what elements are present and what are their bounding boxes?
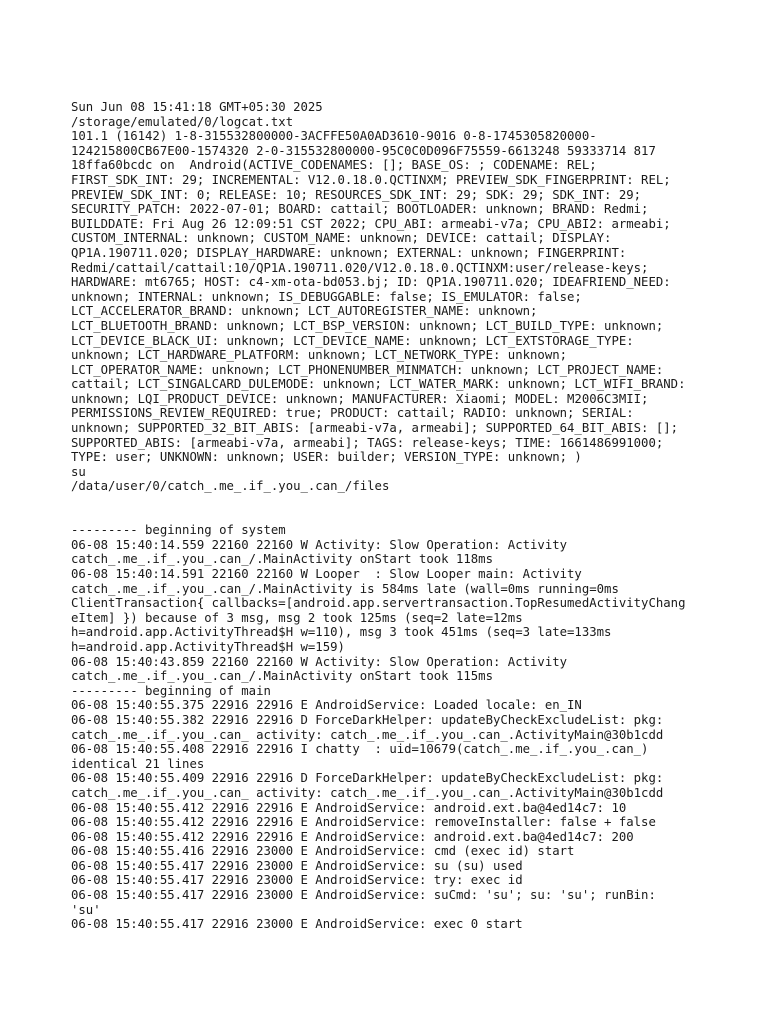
- log-line: /storage/emulated/0/logcat.txt: [71, 114, 294, 129]
- log-line: Redmi/cattail/cattail:10/QP1A.190711.020/V12.0.18.0.QCTINXM:user/release-keys;: [71, 260, 649, 275]
- log-line: 06-08 15:40:55.417 22916 23000 E AndroidService: suCmd: 'su'; su: 'su'; runBin:: [71, 888, 656, 903]
- log-line: catch_.me_.if_.you_.can_/.MainActivity is 584ms late (wall=0ms running=0ms: [71, 581, 619, 596]
- log-line: 18ffa60bcdc on Android(ACTIVE_CODENAMES: []; BASE_OS: ; CODENAME: REL;: [71, 158, 597, 173]
- log-line: 06-08 15:40:55.417 22916 23000 E AndroidService: exec 0 start: [71, 917, 523, 932]
- log-line: PREVIEW_SDK_INT: 0; RELEASE: 10; RESOURCES_SDK_INT: 29; SDK: 29; SDK_INT: 29;: [71, 187, 642, 202]
- log-line: catch_.me_.if_.you_.can_ activity: catch_.me_.if_.you_.can_.ActivityMain@30b1cdd: [71, 727, 664, 742]
- log-line: SECURITY_PATCH: 2022-07-01; BOARD: cattail; BOOTLOADER: unknown; BRAND: Redmi;: [71, 202, 649, 217]
- log-line: 06-08 15:40:55.375 22916 22916 E AndroidService: Loaded locale: en_IN: [71, 698, 582, 713]
- log-line: h=android.app.ActivityThread$H w=159): [71, 639, 345, 654]
- log-line: LCT_BLUETOOTH_BRAND: unknown; LCT_BSP_VERSION: unknown; LCT_BUILD_TYPE: unknown;: [71, 318, 664, 333]
- log-line: 06-08 15:40:14.559 22160 22160 W Activity: Slow Operation: Activity: [71, 537, 568, 552]
- log-line: SUPPORTED_ABIS: [armeabi-v7a, armeabi]; TAGS: release-keys; TIME: 1661486991000;: [71, 435, 664, 450]
- log-line: 06-08 15:40:14.591 22160 22160 W Looper : Slow Looper main: Activity: [71, 567, 582, 581]
- log-line: ClientTransaction{ callbacks=[android.app.servertransaction.TopResumedActivityChang: [71, 596, 686, 611]
- log-line: 06-08 15:40:55.412 22916 22916 E AndroidService: android.ext.ba@4ed14c7: 10: [71, 800, 627, 815]
- log-line: 06-08 15:40:43.859 22160 22160 W Activity: Slow Operation: Activity: [71, 654, 568, 669]
- log-line: unknown; LQI_PRODUCT_DEVICE: unknown; MANUFACTURER: Xiaomi; MODEL: M2006C3MII;: [71, 391, 649, 406]
- log-line: 06-08 15:40:55.417 22916 23000 E AndroidService: su (su) used: [71, 858, 523, 873]
- log-line: catch_.me_.if_.you_.can_/.MainActivity onStart took 115ms: [71, 669, 493, 684]
- log-line: identical 21 lines: [71, 756, 205, 771]
- log-line: LCT_ACCELERATOR_BRAND: unknown; LCT_AUTOREGISTER_NAME: unknown;: [71, 304, 538, 319]
- log-line: PERMISSIONS_REVIEW_REQUIRED: true; PRODUCT: cattail; RADIO: unknown; SERIAL:: [71, 406, 634, 421]
- log-line: --------- beginning of main: [71, 683, 271, 698]
- log-line: 06-08 15:40:55.408 22916 22916 I chatty : uid=10679(catch_.me_.if_.you_.can_): [71, 742, 649, 757]
- log-line: su: [71, 464, 86, 479]
- log-line: /data/user/0/catch_.me_.if_.you_.can_/files: [71, 479, 390, 494]
- log-line: 06-08 15:40:55.409 22916 22916 D ForceDarkHelper: updateByCheckExcludeList: pkg:: [71, 771, 664, 786]
- log-line: HARDWARE: mt6765; HOST: c4-xm-ota-bd053.bj; ID: QP1A.190711.020; IDEAFRIEND_NEED:: [71, 275, 671, 290]
- log-line: 06-08 15:40:55.412 22916 22916 E AndroidService: removeInstaller: false + false: [71, 815, 656, 830]
- log-line: 124215800CB67E00-1574320 2-0-315532800000-95C0C0D096F75559-6613248 59333714 817: [71, 143, 656, 158]
- log-line: 'su': [71, 902, 101, 917]
- log-line: CUSTOM_INTERNAL: unknown; CUSTOM_NAME: unknown; DEVICE: cattail; DISPLAY:: [71, 231, 612, 246]
- log-line: [71, 509, 731, 524]
- log-line: 06-08 15:40:55.412 22916 22916 E AndroidService: android.ext.ba@4ed14c7: 200: [71, 829, 634, 844]
- log-line: unknown; INTERNAL: unknown; IS_DEBUGGABLE: false; IS_EMULATOR: false;: [71, 289, 582, 304]
- log-line: 101.1 (16142) 1-8-315532800000-3ACFFE50A0AD3610-9016 0-8-1745305820000-: [71, 129, 597, 144]
- log-line: TYPE: user; UNKNOWN: unknown; USER: builder; VERSION_TYPE: unknown; ): [71, 450, 582, 465]
- log-line: 06-08 15:40:55.416 22916 23000 E AndroidService: cmd (exec id) start: [71, 844, 575, 859]
- log-line: Sun Jun 08 15:41:18 GMT+05:30 2025: [71, 100, 323, 114]
- log-line: LCT_OPERATOR_NAME: unknown; LCT_PHONENUMBER_MINMATCH: unknown; LCT_PROJECT_NAME:: [71, 362, 664, 377]
- log-line: FIRST_SDK_INT: 29; INCREMENTAL: V12.0.18.0.QCTINXM; PREVIEW_SDK_FINGERPRINT: REL;: [71, 172, 671, 187]
- log-line: BUILDDATE: Fri Aug 26 12:09:51 CST 2022; CPU_ABI: armeabi-v7a; CPU_ABI2: armeabi;: [71, 216, 671, 231]
- log-line: [71, 494, 731, 509]
- log-line: unknown; LCT_HARDWARE_PLATFORM: unknown; LCT_NETWORK_TYPE: unknown;: [71, 348, 568, 363]
- log-line: 06-08 15:40:55.382 22916 22916 D ForceDarkHelper: updateByCheckExcludeList: pkg:: [71, 712, 664, 727]
- logcat-text: [71, 100, 731, 932]
- log-line: QP1A.190711.020; DISPLAY_HARDWARE: unknown; EXTERNAL: unknown; FINGERPRINT:: [71, 245, 627, 260]
- log-line: unknown; SUPPORTED_32_BIT_ABIS: [armeabi-v7a, armeabi]; SUPPORTED_64_BIT_ABIS: [];: [71, 421, 679, 436]
- log-line: catch_.me_.if_.you_.can_/.MainActivity onStart took 118ms: [71, 552, 493, 567]
- log-line: 06-08 15:40:55.417 22916 23000 E AndroidService: try: exec id: [71, 873, 523, 888]
- log-line: eItem] }) because of 3 msg, msg 2 took 125ms (seq=2 late=12ms: [71, 610, 523, 625]
- log-line: catch_.me_.if_.you_.can_ activity: catch_.me_.if_.you_.can_.ActivityMain@30b1cdd: [71, 785, 664, 800]
- log-line: LCT_DEVICE_BLACK_UI: unknown; LCT_DEVICE_NAME: unknown; LCT_EXTSTORAGE_TYPE:: [71, 333, 634, 348]
- log-line: h=android.app.ActivityThread$H w=110), msg 3 took 451ms (seq=3 late=133ms: [71, 625, 612, 640]
- log-line: cattail; LCT_SINGALCARD_DULEMODE: unknown; LCT_WATER_MARK: unknown; LCT_WIFI_BRAND:: [71, 377, 686, 392]
- log-line: --------- beginning of system: [71, 523, 286, 538]
